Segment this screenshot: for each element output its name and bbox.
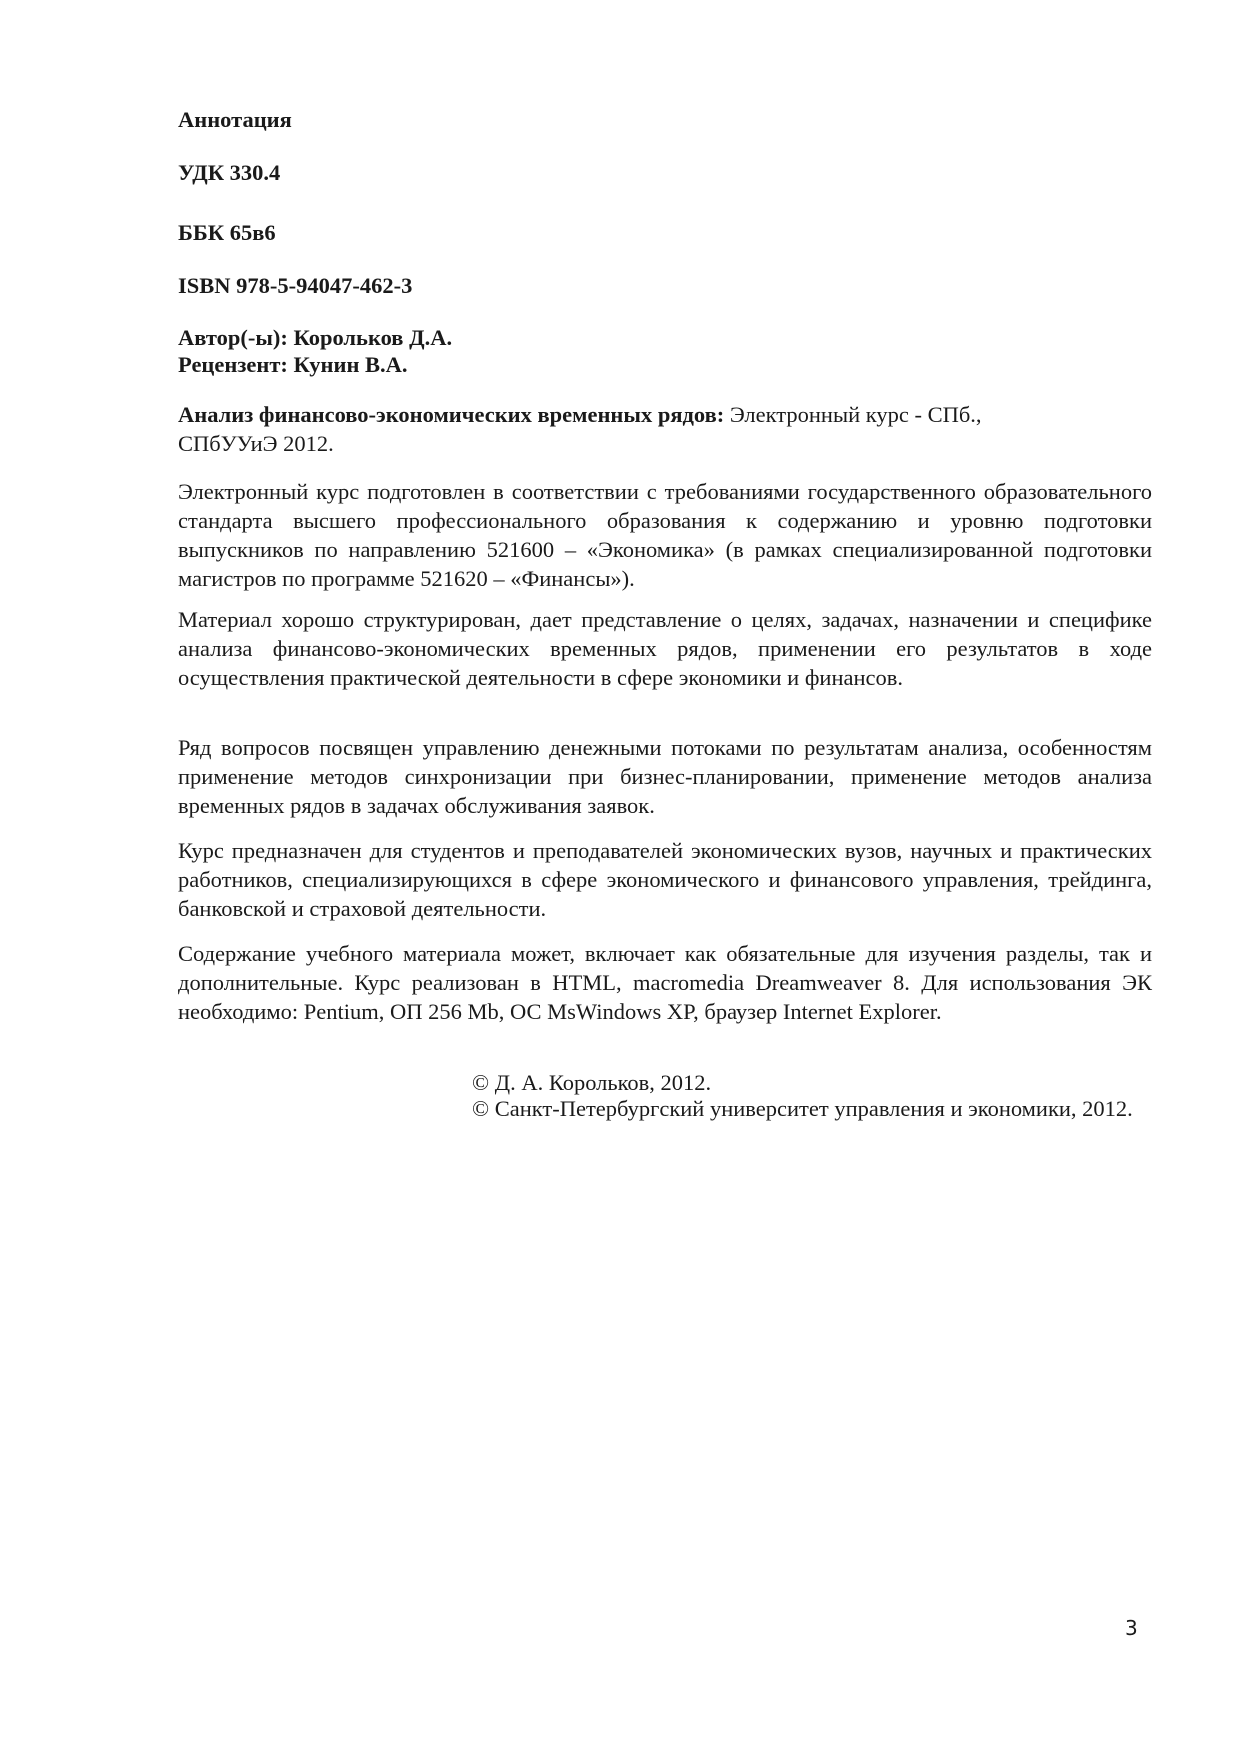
page-number: 3 (1125, 1616, 1138, 1640)
paragraph-requirements: Содержание учебного материала может, включает как обязательные для изучения разделы, так и дополнительные. Курс реализован в HTML, macromedia Dreamweaver 8. Для использования ЭК необходимо: Pentium, ОП 256 Mb, ОС MsWindows XP, браузер Internet Explorer. (178, 941, 1152, 1024)
paragraph-standard: Электронный курс подготовлен в соответствии с требованиями государственного образовательного стандарта высшего профессионального образования к содержанию и уровню подготовки выпускников по направлению 521600 – «Экономика» (в рамках специализированной подготовки магистров по программе 521620 – «Финансы»). (178, 479, 1152, 591)
udk-code: УДК 330.4 (178, 160, 281, 185)
paragraph-topics: Ряд вопросов посвящен управлению денежными потоками по результатам анализа, особенностям применение методов синхронизации при бизнес-планировании, применение методов анализа временных рядов в задачах обслуживания заявок. (178, 735, 1152, 818)
authors: Автор(-ы): Корольков Д.А. (178, 325, 453, 350)
copyright-author: © Д. А. Корольков, 2012. (472, 1070, 712, 1095)
citation-rest: Электронный курс - СПб., СПбУУиЭ 2012. (178, 402, 982, 456)
isbn: ISBN 978-5-94047-462-3 (178, 273, 413, 298)
copyright-university: © Санкт-Петербургский университет управления и экономики, 2012. (472, 1096, 1133, 1121)
bbk-code: ББК 65в6 (178, 220, 276, 245)
citation-title: Анализ финансово-экономических временных рядов: (178, 402, 725, 427)
reviewer: Рецензент: Кунин В.А. (178, 352, 408, 377)
paragraph-structure: Материал хорошо структурирован, дает представление о целях, задачах, назначении и специфике анализа финансово-экономических временных рядов, применении его результатов в ходе осуществления практической деятельности в сфере экономики и финансов. (178, 607, 1152, 690)
annotation-title: Аннотация (178, 107, 292, 132)
paragraph-audience: Курс предназначен для студентов и преподавателей экономических вузов, научных и практических работников, специализирующихся в сфере экономического и финансового управления, трейдинга, банковской и страховой деятельности. (178, 838, 1152, 921)
citation (178, 400, 1078, 458)
